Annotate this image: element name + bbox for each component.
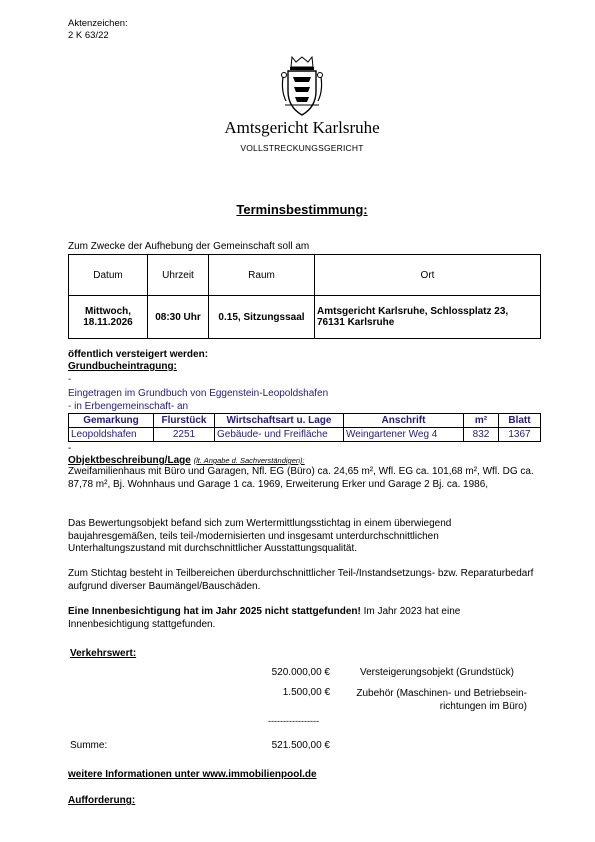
land-register-heading: Grundbucheintragung: xyxy=(68,361,177,372)
auction-statement: öffentlich versteigert werden: xyxy=(68,349,209,360)
sum-value: 521.500,00 € xyxy=(271,740,330,751)
land-register-line1: Eingetragen im Grundbuch von Eggenstein-Leopoldshafen xyxy=(68,388,329,399)
court-name: Amtsgericht Karlsruhe xyxy=(224,118,380,137)
col-datum: Datum xyxy=(69,255,148,296)
sum-label: Summe: xyxy=(70,740,108,751)
document-title: Terminsbestimmung: xyxy=(236,202,368,217)
file-number-label: Aktenzeichen: xyxy=(68,18,128,29)
col-area: m² xyxy=(464,414,499,428)
land-register-table xyxy=(68,413,541,442)
repair-need: Zum Stichtag besteht in Teilbereichen überdurchschnittlicher Teil-/Instandsetzungs- bzw. Reparaturbedarf aufgrund diverser Baumängel/Bauschäden. xyxy=(68,568,534,592)
col-blatt: Blatt xyxy=(499,414,541,428)
appointment-date: Mittwoch, 18.11.2026 xyxy=(69,296,148,339)
dash-1: - xyxy=(68,374,72,385)
col-gemarkung: Gemarkung xyxy=(69,414,154,428)
col-ort: Ort xyxy=(315,255,541,296)
intro-text: Zum Zwecke der Aufhebung der Gemeinschaft soll am xyxy=(68,241,310,252)
appointment-room: 0.15, Sitzungssaal xyxy=(209,296,315,339)
value-2: 1.500,00 € xyxy=(282,687,330,698)
market-value-heading: Verkehrswert: xyxy=(70,648,137,659)
col-uhrzeit: Uhrzeit xyxy=(148,255,209,296)
file-number-value: 2 K 63/22 xyxy=(68,30,109,41)
land-register-line2: - in Erbengemeinschaft- an xyxy=(68,401,189,412)
more-info-link[interactable]: weitere Informationen unter www.immobilienpool.de xyxy=(68,769,317,780)
request-heading: Aufforderung: xyxy=(68,795,136,806)
col-flurstueck: Flurstück xyxy=(154,414,215,428)
inspection-note: Eine Innenbesichtigung hat im Jahr 2025 nicht stattgefunden! Im Jahr 2023 hat eine Innenbesichtigung stattgefunden. xyxy=(68,606,461,630)
value-1-desc: Versteigerungsobjekt (Grundstück) xyxy=(360,667,514,678)
value-1: 520.000,00 € xyxy=(271,667,330,678)
appointment-time: 08:30 Uhr xyxy=(148,296,209,339)
col-wirtschaftsart: Wirtschaftsart u. Lage xyxy=(215,414,344,428)
col-raum: Raum xyxy=(209,255,315,296)
object-description: Zweifamilienhaus mit Büro und Garagen, Nfl. EG (Büro) ca. 24,65 m², Wfl. EG ca. 101,68 m², Wfl. DG ca. 87,78 m², Bj. Wohnhaus und Garage 1 ca. 1969, Erweiterung Erker und Garage 2 Bj. ca. 1986, xyxy=(68,466,534,490)
value-2-desc: Zubehör (Maschinen- und Betriebsein- richtungen im Büro) xyxy=(356,688,527,712)
dash-2: - xyxy=(68,443,72,454)
appointment-place: Amtsgericht Karlsruhe, Schlossplatz 23, 76131 Karlsruhe xyxy=(315,296,541,339)
court-department: VOLLSTRECKUNGSGERICHT xyxy=(240,143,364,153)
coat-of-arms-icon xyxy=(280,55,324,117)
appointment-table xyxy=(68,254,541,339)
valuation-condition: Das Bewertungsobjekt befand sich zum Wertermittlungsstichtag in einem überwiegend baujahresgemäßen, teils teil-/modernisierten und insgesamt unterdurchschnittlichen Unterhaltungszustand mit durchschnittlicher Ausstattungsqualität. xyxy=(68,518,452,554)
table-row: Leopoldshafen 2251 Gebäude- und Freifläche Weingartener Weg 4 832 1367 xyxy=(69,428,541,442)
object-heading: Objektbeschreibung/Lage (lt. Angabe d. Sachverständigen): xyxy=(68,455,305,466)
sum-separator: ----------------- xyxy=(268,716,319,726)
col-anschrift: Anschrift xyxy=(344,414,464,428)
